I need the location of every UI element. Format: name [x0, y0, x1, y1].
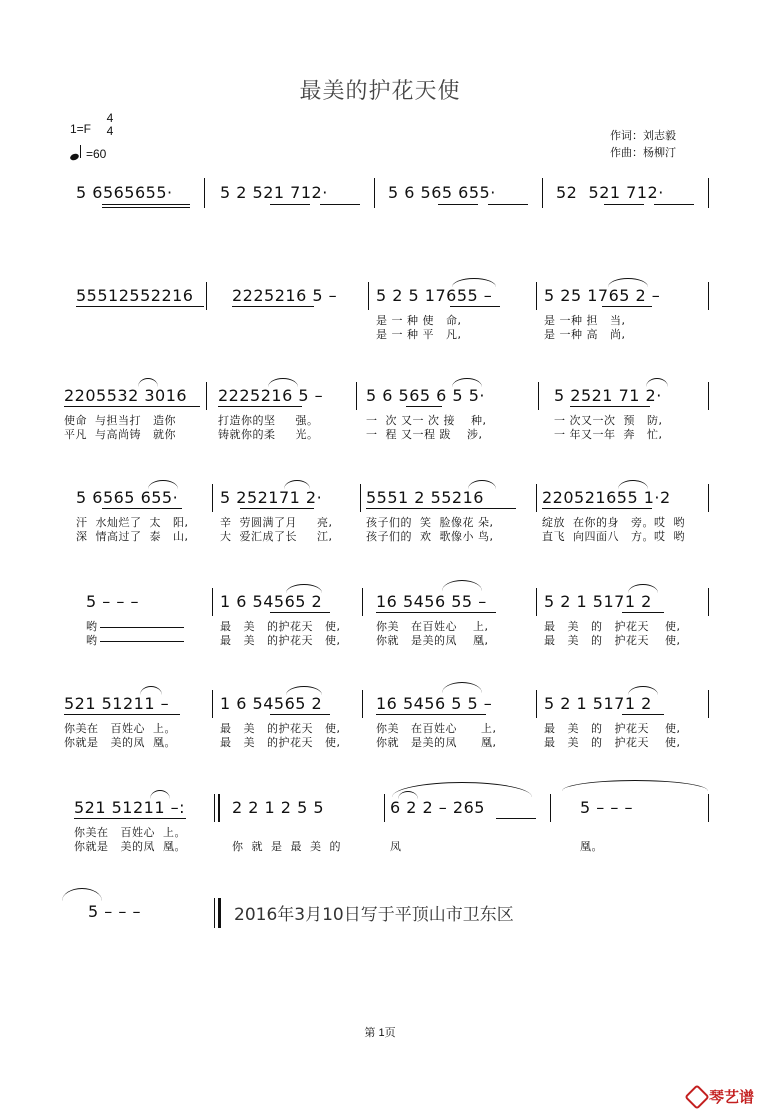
- score-row-1: [62, 178, 716, 208]
- measure: 5 6565655·: [76, 183, 173, 202]
- score-row-6: [62, 690, 716, 750]
- barline: [708, 382, 709, 410]
- lyric-verse-2: 深 情高过了 泰 山,: [76, 530, 189, 543]
- measure: 5 2521 71 2·: [554, 386, 662, 405]
- logo-icon: [684, 1084, 709, 1109]
- barline: [538, 382, 539, 410]
- barline: [708, 484, 709, 512]
- lyric-verse-2: 哟: [86, 634, 98, 647]
- measure: 2225216 5 –: [232, 286, 338, 305]
- lyric-verse-1: 最 美 的护花天 使,: [220, 722, 341, 735]
- lyric-verse-2: 直飞 向四面八 方。哎 哟: [542, 530, 685, 543]
- barline: [368, 282, 369, 310]
- barline: [206, 282, 207, 310]
- lyric-verse-2: 凰。: [580, 840, 603, 853]
- lyric-verse-2: 你就 是美的凤 凰,: [376, 736, 497, 749]
- date-note: 2016年3月10日写于平顶山市卫东区: [234, 905, 514, 925]
- logo-text: 琴艺谱: [709, 1089, 755, 1106]
- measure: 16 5456 5 5 –: [376, 694, 493, 713]
- tempo-value: =60: [86, 147, 107, 161]
- lyric-verse-1: 最 美 的 护花天 使,: [544, 722, 681, 735]
- measure: 5 2 521 712·: [220, 183, 328, 202]
- lyric-verse-1: 孩子们的 笑 脸像花 朵,: [366, 516, 494, 529]
- measure: 1 6 54565 2: [220, 694, 323, 713]
- barline: [362, 690, 363, 718]
- lyric-verse-2: 一 年又一年 奔 忙,: [554, 428, 663, 441]
- lyric-verse-1: 打造你的坚 强。: [218, 414, 319, 427]
- lyric-verse-2: 你就是 美的凤 凰。: [64, 736, 176, 749]
- barline: [384, 794, 385, 822]
- time-signature: [102, 112, 118, 138]
- lyric-verse-2: 孩子们的 欢 歌像小 鸟,: [366, 530, 494, 543]
- lyric-verse-1: 你美 在百姓心 上,: [376, 722, 497, 735]
- lyric-verse-1: 最 美 的护花天 使,: [220, 620, 341, 633]
- lyricist: 作词：刘志毅: [610, 130, 676, 142]
- composer: 作曲：杨柳汀: [610, 147, 676, 159]
- measure: 5 2 1 5171 2: [544, 592, 652, 611]
- barline: [206, 382, 207, 410]
- lyric-verse-1: 你美在 百姓心 上。: [74, 826, 186, 839]
- score-row-2: [62, 282, 716, 342]
- score-row-5: [62, 588, 716, 648]
- barline: [542, 178, 543, 208]
- barline: [204, 178, 205, 208]
- barline: [708, 794, 709, 822]
- measure: 5551 2 55216: [366, 488, 484, 507]
- meter-top: 4: [106, 111, 114, 125]
- lyric-verse-2: 你 就 是 最 美 的: [232, 840, 341, 853]
- repeat-barline: [214, 794, 215, 822]
- measure: 2225216 5 –: [218, 386, 324, 405]
- lyric-verse-2: 你就是 美的凤 凰。: [74, 840, 186, 853]
- lyric-verse-2: 是 一 种 平 凡,: [376, 328, 462, 341]
- lyric-verse-2: 大 爱汇成了长 江,: [220, 530, 333, 543]
- measure: 5 6 565 6 5 5·: [366, 386, 485, 405]
- score-row-4: [62, 484, 716, 544]
- lyric-verse-1: 使命 与担当打 造你: [64, 414, 176, 427]
- barline: [536, 690, 537, 718]
- measure: 5 2 5 17655 –: [376, 286, 493, 305]
- measure: 5 – – –: [86, 592, 139, 611]
- measure: 52 521 712·: [556, 183, 664, 202]
- lyric-verse-1: 哟: [86, 620, 98, 633]
- lyric-verse-2: 你就 是美的凤 凰,: [376, 634, 489, 647]
- measure: 5 25 1765 2 –: [544, 286, 661, 305]
- lyric-verse-1: 是 一 种 使 命,: [376, 314, 462, 327]
- barline: [708, 588, 709, 616]
- barline: [356, 382, 357, 410]
- barline: [708, 178, 709, 208]
- measure: 5 252171 2·: [220, 488, 323, 507]
- lyric-verse-2: 最 美 的 护花天 使,: [544, 634, 681, 647]
- barline: [536, 484, 537, 512]
- measure: 2 2 1 2 5 5: [232, 798, 325, 817]
- measure: 5 – – –: [88, 902, 141, 921]
- lyric-verse-2: 铸就你的柔 光。: [218, 428, 319, 441]
- measure: 55512552216: [76, 286, 194, 305]
- barline: [536, 282, 537, 310]
- key-signature: 1=F: [70, 122, 92, 136]
- final-barline: [214, 898, 215, 928]
- measure: 5 6565 655·: [76, 488, 179, 507]
- measure: 5 6 565 655·: [388, 183, 496, 202]
- lyric-verse-1: 辛 劳圆满了月 亮,: [220, 516, 333, 529]
- barline: [550, 794, 551, 822]
- barline: [374, 178, 375, 208]
- measure: 6 2 2 – 265: [390, 798, 485, 817]
- barline: [212, 690, 213, 718]
- page-title: 最美的护花天使: [299, 79, 461, 104]
- lyric-verse-2: 平凡 与高尚铸 就你: [64, 428, 176, 441]
- lyric-verse-2: 是 一种 高 尚,: [544, 328, 626, 341]
- lyric-verse-2: 一 程 又一程 跋 涉,: [366, 428, 483, 441]
- measure: 5 2 1 5171 2: [544, 694, 652, 713]
- measure: 521 51211 –: [64, 694, 170, 713]
- quarter-note-icon: [69, 153, 80, 162]
- score-row-3: [62, 382, 716, 442]
- site-logo[interactable]: [688, 1086, 754, 1107]
- lyric-verse-2: 最 美 的护花天 使,: [220, 736, 341, 749]
- page-number: 第 1页: [364, 1027, 396, 1039]
- measure: 220521655 1·2: [542, 488, 671, 507]
- measure: 1 6 54565 2: [220, 592, 323, 611]
- lyric-verse-1: 一 次 又一 次 接 种,: [366, 414, 487, 427]
- lyric-verse-1: 汗 水灿烂了 太 阳,: [76, 516, 189, 529]
- measure: 2205532 3016: [64, 386, 188, 405]
- lyric-verse-1: 你美 在百姓心 上,: [376, 620, 489, 633]
- barline: [360, 484, 361, 512]
- lyric-verse-1: 是 一种 担 当,: [544, 314, 626, 327]
- lyric-verse-2: 最 美 的护花天 使,: [220, 634, 341, 647]
- credits: [610, 128, 676, 162]
- barline: [708, 282, 709, 310]
- meter-bottom: 4: [106, 124, 114, 138]
- tempo-mark: [70, 147, 106, 161]
- measure: 16 5456 55 –: [376, 592, 487, 611]
- lyric-verse-1: 你美在 百姓心 上。: [64, 722, 176, 735]
- barline: [362, 588, 363, 616]
- lyric-verse-2: 凤: [390, 840, 402, 853]
- barline: [536, 588, 537, 616]
- measure: 521 51211 –:: [74, 798, 185, 817]
- barline: [212, 484, 213, 512]
- lyric-verse-1: 最 美 的 护花天 使,: [544, 620, 681, 633]
- score-row-7: [62, 794, 716, 854]
- barline: [212, 588, 213, 616]
- measure: 5 – – –: [580, 798, 633, 817]
- lyric-verse-2: 最 美 的 护花天 使,: [544, 736, 681, 749]
- barline: [708, 690, 709, 718]
- lyric-verse-1: 绽放 在你的身 旁。哎 哟: [542, 516, 685, 529]
- lyric-verse-1: 一 次又一次 预 防,: [554, 414, 663, 427]
